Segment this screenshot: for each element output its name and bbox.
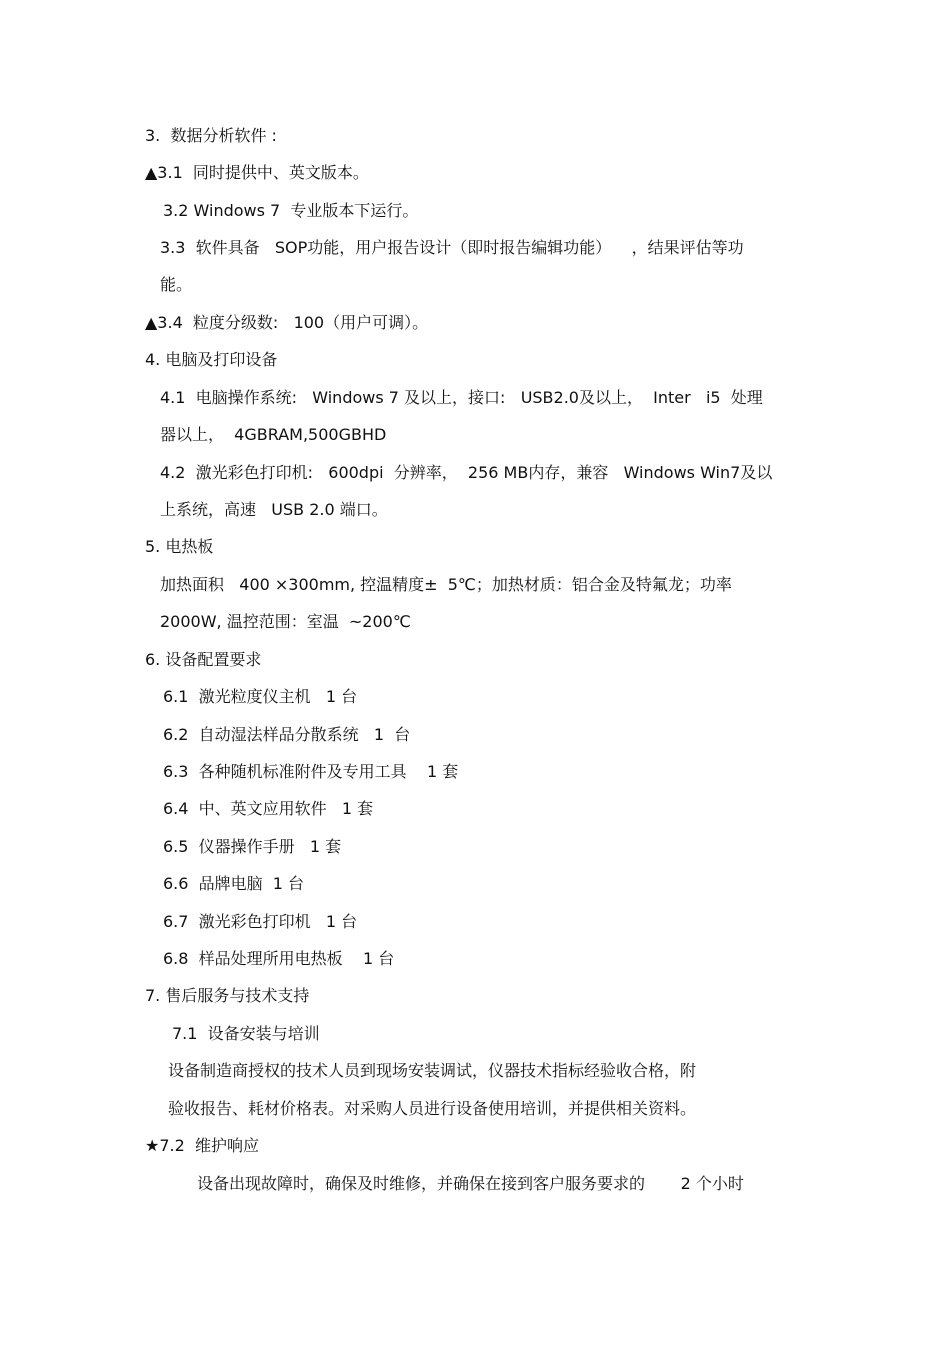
item-4-2-cont: 上系统，高速 USB 2.0 端口。 (160, 500, 388, 519)
item-7-1-text: 设备制造商授权的技术人员到现场安装调试，仪器技术指标经验收合格，附 (168, 1061, 697, 1080)
item-4-1-cont: 器以上， 4GBRAM,500GBHD (160, 425, 387, 444)
item-3-1: ▲3.1 同时提供中、英文版本。 (145, 163, 369, 182)
section-5-heading: 5. 电热板 (145, 537, 214, 556)
item-5-text: 加热面积 400 ×300mm, 控温精度± 5℃；加热材质：铝合金及特氟龙；功率 (160, 575, 732, 594)
item-4-1: 4.1 电脑操作系统: Windows 7 及以上，接口: USB2.0及以上， Inter i5 处理 (160, 388, 763, 407)
section-4-heading: 4. 电脑及打印设备 (145, 350, 278, 369)
item-6-8: 6.8 样品处理所用电热板 1 台 (163, 949, 395, 968)
item-7-1-text-cont: 验收报告、耗材价格表。对采购人员进行设备使用培训，并提供相关资料。 (168, 1099, 697, 1118)
section-6-heading: 6. 设备配置要求 (145, 650, 262, 669)
item-7-2-text: 设备出现故障时，确保及时维修，并确保在接到客户服务要求的 2 个小时 (197, 1174, 744, 1193)
section-3-heading: 3. 数据分析软件 : (145, 126, 277, 145)
item-3-3: 3.3 软件具备 SOP功能，用户报告设计（即时报告编辑功能） ，结果评估等功 (160, 238, 744, 257)
item-3-4: ▲3.4 粒度分级数: 100（用户可调）。 (145, 313, 429, 332)
item-5-text-cont: 2000W, 温控范围：室温 ~200℃ (160, 612, 411, 631)
item-6-3: 6.3 各种随机标准附件及专用工具 1 套 (163, 762, 459, 781)
item-6-4: 6.4 中、英文应用软件 1 套 (163, 799, 374, 818)
item-7-2: ★7.2 维护响应 (145, 1136, 259, 1155)
item-3-3-cont: 能。 (160, 275, 193, 294)
section-7-heading: 7. 售后服务与技术支持 (145, 986, 310, 1005)
item-6-2: 6.2 自动湿法样品分散系统 1 台 (163, 725, 411, 744)
item-7-1: 7.1 设备安装与培训 (172, 1024, 320, 1043)
item-6-5: 6.5 仪器操作手册 1 套 (163, 837, 342, 856)
item-4-2: 4.2 激光彩色打印机: 600dpi 分辨率， 256 MB内存，兼容 Windows Win7及以 (160, 463, 773, 482)
item-3-2: 3.2 Windows 7 专业版本下运行。 (163, 201, 419, 220)
item-6-7: 6.7 激光彩色打印机 1 台 (163, 912, 358, 931)
item-6-6: 6.6 品牌电脑 1 台 (163, 874, 305, 893)
item-6-1: 6.1 激光粒度仪主机 1 台 (163, 687, 358, 706)
